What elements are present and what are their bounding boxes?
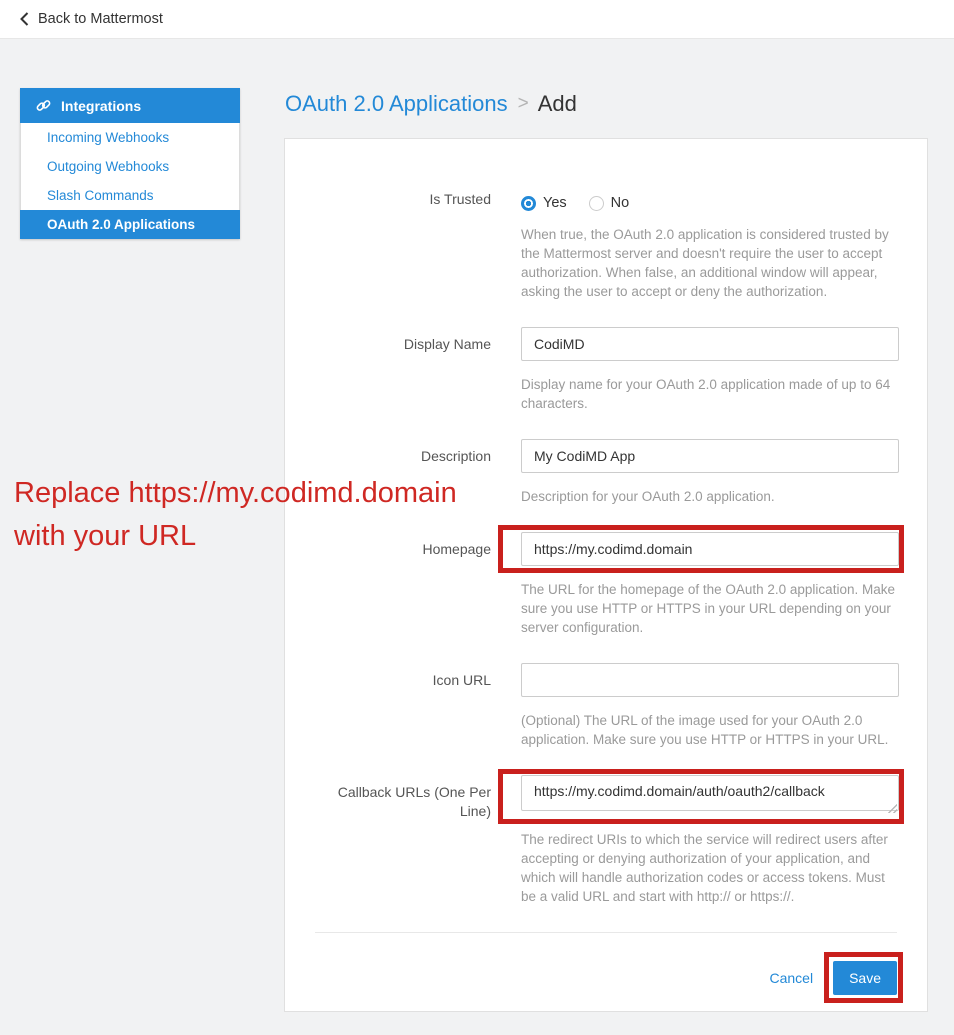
top-bar <box>0 0 954 39</box>
is-trusted-help: When true, the OAuth 2.0 application is considered trusted by the Mattermost server and doesn't require the user to accept authorization. When false, an additional window will appear, asking the user to accept or deny the authorization. <box>521 227 889 299</box>
homepage-help: The URL for the homepage of the OAuth 2.0 application. Make sure you use HTTP or HTTPS in your URL depending on your server configuration. <box>521 582 895 635</box>
is-trusted-no-radio[interactable] <box>589 195 630 211</box>
callback-urls-row <box>315 775 897 906</box>
footer-divider <box>315 932 897 933</box>
homepage-input[interactable] <box>521 532 899 566</box>
annotation-line-2: with your URL <box>14 520 197 552</box>
integrations-sidebar <box>20 88 240 239</box>
homepage-label: Homepage <box>422 541 491 557</box>
form-footer <box>315 961 897 995</box>
sidebar-item-incoming-webhooks[interactable]: Incoming Webhooks <box>47 130 170 145</box>
callback-urls-label: Callback URLs (One Per Line) <box>337 784 491 819</box>
icon-url-row <box>315 663 897 749</box>
icon-url-input[interactable] <box>521 663 899 697</box>
radio-selected-icon[interactable] <box>521 196 536 211</box>
description-help: Description for your OAuth 2.0 application. <box>521 489 775 504</box>
description-input[interactable] <box>521 439 899 473</box>
oauth-add-form-panel <box>284 138 928 1012</box>
icon-url-label: Icon URL <box>432 672 491 688</box>
display-name-label: Display Name <box>403 336 491 352</box>
sidebar-item-outgoing-webhooks[interactable]: Outgoing Webhooks <box>47 159 170 174</box>
description-label: Description <box>420 448 491 464</box>
breadcrumb-separator: > <box>517 93 529 114</box>
homepage-row <box>315 532 897 637</box>
breadcrumb-oauth-applications-link[interactable]: OAuth 2.0 Applications <box>285 91 508 116</box>
link-icon <box>36 98 51 113</box>
radio-yes-label: Yes <box>543 195 567 211</box>
breadcrumb-current: Add <box>537 91 577 116</box>
display-name-help: Display name for your OAuth 2.0 application made of up to 64 characters. <box>521 377 891 411</box>
is-trusted-row <box>315 189 897 301</box>
breadcrumb <box>285 91 577 117</box>
display-name-row <box>315 327 897 413</box>
radio-unselected-icon[interactable] <box>589 196 604 211</box>
sidebar-list <box>20 123 240 239</box>
annotation-line-1: Replace https://my.codimd.domain <box>14 477 457 509</box>
save-button[interactable]: Save <box>833 961 897 995</box>
is-trusted-label: Is Trusted <box>429 191 491 207</box>
sidebar-item-oauth-applications[interactable]: OAuth 2.0 Applications <box>20 210 240 239</box>
callback-urls-help: The redirect URIs to which the service will redirect users after accepting or denying authorization of your application, and which will handle authorization codes or access tokens. Must be a valid URL and start with http:// or https://. <box>521 832 888 904</box>
radio-no-label: No <box>610 195 630 211</box>
sidebar-item-slash-commands[interactable]: Slash Commands <box>47 188 154 203</box>
icon-url-help: (Optional) The URL of the image used for your OAuth 2.0 application. Make sure you use HTTP or HTTPS in your URL. <box>521 713 889 747</box>
sidebar-header-integrations[interactable] <box>20 88 240 123</box>
cancel-button[interactable]: Cancel <box>769 970 814 986</box>
back-to-mattermost-button[interactable] <box>20 11 163 27</box>
callback-urls-textarea[interactable] <box>521 775 899 811</box>
chevron-left-icon <box>20 12 29 26</box>
display-name-input[interactable] <box>521 327 899 361</box>
is-trusted-yes-radio[interactable] <box>521 195 567 211</box>
back-label: Back to Mattermost <box>38 11 163 27</box>
description-row <box>315 439 897 506</box>
sidebar-header-label: Integrations <box>61 97 142 114</box>
